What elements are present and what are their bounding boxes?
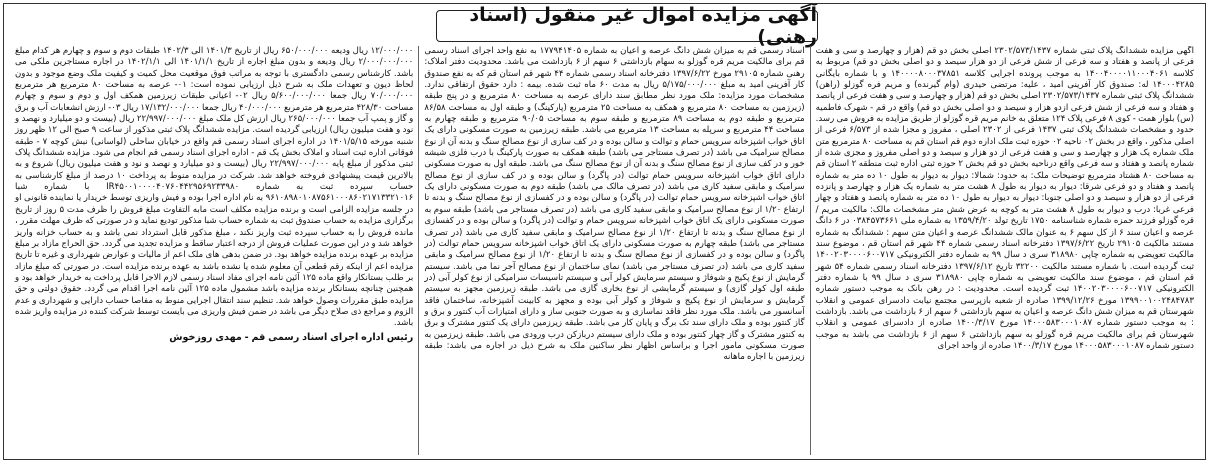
notice-column-1	[811, 46, 1199, 455]
notice-column-3-text: ۱۲/۰۰۰/۰۰۰ ریال ودیعه ۶۵۰/۰۰۰/۰۰۰ ریال از تاریخ ۱۴۰۱/۳ الی ۱۴۰۲/۳ طبقات دوم و سوم و چهارم هر کدام مبلغ ۲/۰۰۰/۰۰۰/۰۰۰ ریال ودیعه و بدون مبلغ اجاره از تاریخ ۱۴۰۱/۱/۱ الی ۱۴۰۲/۱/۱ در اجاره مستاجرین ملکی می باشد. کارشناس رسمی دادگستری با توجه به مراتب فوق موقعیت محل کمیت و کیفیت ملک وضع موجود و بدون لحاظ دیون و تعهدات ملک به شرح ذیل ارزیابی نموده است: ۰۱- عرصه به مساحت ۸۰ مترمربع هر مترمربع ۷۰/۰۰۰/۰۰۰ ریال جمعا ۵/۶۰۰/۰۰۰/۰۰۰ ریال ۰۲- اعیانی طبقات زیرزمین همکف اول و دوم و سوم و چهارم مساحت ۴۲۸/۳۰ مترمربع هر مترمربع ۴۰/۰۰۰/۰۰۰ ریال جمعا ۱۷/۱۳۲/۰۰۰/۰۰۰ ریال ۰۳- ارزش انشعابات آب و برق و گاز و پمپ آب جمعا ۲۶۵/۰۰۰/۰۰۰ ریال ارزش کل ملک مبلغ ۲۲/۹۹۷/۰۰۰/۰۰۰ ریال (بیست و دو میلیارد و نهصد و نود و هفت میلیون ریال) ارزیابی گردیده است. مزایده ششدانگ پلاک ثبتی مذکور از ساعت ۹ صبح الی ۱۲ ظهر روز شنبه مورخه ۱۴۰۱/۵/۱۵ در اداره اجرای اسناد رسمی قم واقع در خیابان ساحلی (لواسانی) نبش کوچه ۷ - طبقه فوقانی اداره ثبت اسناد و املاک بخش یک قم - اداره اجرای اسناد رسمی قم انجام می شود. مزایده ششدانگ پلاک ثبتی مذکور از مبلغ پایه ۲۲/۹۹۷/۰۰۰/۰۰۰ ریال (بیست و دو میلیارد و نهصد و نود و هفت میلیون ریال) شروع و به بالاترین قیمت پیشنهادی فروخته خواهد شد. شرکت در مزایده منوط به پرداخت ۱۰ درصد از مبلغ کارشناسی به حساب سپرده ثبت به شماره IR۴۵۰۰۱۰۰۰۰۴۰۷۶۰۴۴۲۹۵۶۹۲۳۳۹۸۰ با شماره شبا ۹۶۱۰۸۹۸۰۱۰۸۷۵۶۱۰۰۰۸۶۰۲۱۷۱۳۳۲۱۰۱۶ به نام اداره اجرا بوده و فیش واریزی توسط خریدار یا نماینده قانونی او در جلسه مزایده الزامی است و برنده مزایده مکلف است مابه التفاوت مبلغ فروش را ظرف مدت ۵ روز از تاریخ برگزاری مزایده به حساب صندوق ثبت به شماره حساب شبا مذکور تودیع نماید و در صورتی که ظرف مهلت مقرر ، مانده فروش را به حساب سپرده ثبت واریز نکند ، مبلغ مذکور قابل استرداد نمی باشد و به حساب خزانه واریز خواهد شد و در این صورت عملیات فروش از درجه اعتبار ساقط و مزایده تجدید می گردد. حق الحراج مازاد بر مبلغ مزایده بر عهده برنده مزایده خواهد بود. در ضمن بدهی های ملک اعم از مالیات و عوارض شهرداری و غیره تا تاریخ مزایده اعم از اینکه رقم قطعی آن معلوم شده یا نشده باشد به عهده برنده مزایده است. در صورتی که مبلغ مازاد بر طلب بستانکار واقع ماده ۱۲۵ آئین نامه اجرای مفاد اسناد رسمی لازم الاجرا قابل پرداخت به خریدار خواهد بود و همچنین چنانچه بستانکار برنده مزایده باشد مشمول ماده ۱۲۵ آئین نامه اجرا اقدام می گردد. حقوق دولتی و حق مزایده طبق مقررات وصول خواهد شد. تنظیم سند انتقال اجرایی منوط به مفاصا حساب دارایی و شهرداری و عدم الزوم و مراجع ذی صلاح دیگر می باشد در ضمن فیش واریزی می بایست توسط شرکت کننده در مزایده واریز شده باشد.	[15, 46, 414, 329]
notice-column-1-text: آگهی مزایده ششدانگ پلاک ثبتی شماره ۲۳۰۲/۵۷۳/۱۴۳۷ اصلی بخش دو قم (هزار و چهارصد و سی و هفت فرعی از پانصد و هفتاد و سه فرعی از شش فرعی از دو هزار سیصد و دو اصلی بخش دو قم) مربوط به کلاسه ۱۴۰۰۴۰۰۰۰۱۱۰۰۰۴۰۶۱ به موجب پرونده اجرایی کلاسه ۱۴۰۰۰۰۸۰۰۰۳۷۸۵۱ و با شماره بایگانی ۱۴۰۰۰۴۲۸۵ له: صندوق کار آفرینی امید ، علیه: مرتضی حیدری (وام گیرنده) و مریم فره گوزلو (راهن) ششدانگ پلاک ثبتی شماره ۲۳۰۲/۵۷۳/۱۴۳۷ اصلی بخش دو قم (هزار و چهارصد و سی و هفت فرعی از پانصد و هفتاد و سه فرعی از شش فرعی ازدو هزار و سیصد و دو اصلی بخش دو قم) واقع در قم - شهرک فاطمیه (س) بلوار همت - کوی ۸ فرعی پلاک ۱۲۴ متعلق به خانم مریم قره گوزلو از طریق مزایده به فروش می رسد. حدود و مشخصات ششدانگ پلاک ثبتی ۱۴۳۷ فرعی از ۲۳۰۲ اصلی ، مفروز و مجزا شده از ۶/۵۷۳ فرعی از اصلی مذکور ، واقع در بخش ۰۲ ناحیه ۰۲ حوزه ثبت ملک اداره دوم قم استان قم به مساحت ۸۰ مترمربع متن ملک شماره یک هزار و چهارصد و سی و هفت فرعی از دو هزار و سیصد و دو اصلی مفروز و مجزی شده از شماره پانصد و هفتاد و سه فرعی واقع درناحیه بخش دو قم بخش ۲ حوزه ثبتی اداره ثبت منطقه ۲ استان قم به مساحت ۸۰ هشتاد مترمربع توضیحات ملک: به حدود: شمالا: دیوار به دیوار به طول ۱۰ ده متر به شماره پانصد و هفتاد و دو فرعی شرقا: دیوار به دیوار به طول ۸ هشت متر به شماره یک هزار و چهارصد و پانزده فرعی از دو هزار و سیصد و دو اصلی جنوبا: دیوار به دیوار به طول ۱۰ ده متر به شماره پانصد و هفتاد و چهار فرعی غربا: درب و دیوار به طول ۸ هشت متر به کوچه به عرض شش متر مشخصات مالک: مالکیت مریم / قره گوزلو فرزند حمزه شماره شناسنامه ۱۷۵۰ تاریخ تولد ۱۳۵۹/۴/۲۰ به شماره ملی ۰۳۸۴۵۷۳۶۶۱ در ۶ دانگ عرصه و اعیان سند ۶ از کل سهم ۶ به عنوان مالک ششدانگ عرصه و اعیان متن سهم : ششدانگ به شماره مستند مالکیت ۲۹۱۰۵ تاریخ ۱۳۹۷/۶/۲۲ دفترخانه اسناد رسمی شماره ۴۴ شهر قم استان قم ، موضوع سند مالکیت تعویضی به شماره چاپی ۳۱۸۹۸۰ سری د سال ۹۹ به شماره دفتر الکترونیکی ۱۴۰۰۲۰۳۰۰۰۰۶۰۰۷۱۷ ثبت گردیده است. با شماره مستند مالکیت ۳۲۲۰۰ تاریخ ۱۳۹۷/۶/۱۲ دفترخانه اسناد رسمی شماره ۵۴ شهر قم استان قم ، موضوع سند مالکیت تعویضی به شماره چاپی ۳۱۸۹۸۰ سری د سال ۹۹ با شماره دفتر الکترونیکی ۱۴۰۰۲۰۳۰۰۰۰۶۰۰۷۱۷ ثبت گردیده است. محدودیت : در رهن بانک به موجب دستور شماره ۱۳۹۹۰۰۱۰۰۲۴۸۴۷۸۳ مورخ ۱۳۹۹/۱۲/۲۶ صادره از شعبه بازپرسی مجتمع نیابت دادسرای عمومی و انقلاب شهرستان قم به میزان شش دانگ عرصه و اعیان به سهم بازداشتی ۶ سهم از ۶ بازداشت می باشد. بازداشت : به موجب دستور شماره ۱۴۰۰۰۵۸۳۰۰۰۱۰۸۷ مورخ ۱۴۰۰/۳/۱۷ صادره از دادسرای عمومی و انقلاب شهرستان قم برای مالکیت مریم قره گوزلو به سهم بازداشتی ۶ سهم از ۶ بازداشت می باشد به موجب دستور شماره ۱۴۰۰۰۵۸۳۰۰۰۱۰۸۷ مورخ ۱۴۰۰/۳/۱۷ صادره از واحد اجرای	[815, 46, 1195, 351]
notice-columns	[10, 46, 1199, 455]
notice-column-3	[10, 46, 419, 455]
notice-column-2-text: اسناد رسمی قم به میزان شش دانگ عرصه و اعیان به شماره ۱۷۷۹۴۱۴۰۵ به نفع واحد اجرای اسناد رسمی قم برای مالکیت مریم قره گوزلو به سهام بازداشتی ۶ سهم از ۶ بازداشت می باشد. محدودیت دفتر املاک: رهنی شماره ۲۹۱۰۵ مورخ ۱۳۹۷/۶/۲۲ دفترخانه اسناد رسمی شماره ۴۴ شهر قم استان قم که به نفع صندوق کار آفرینی امید به مبلغ ۵/۱۷۵/۰۰۰/۰۰۰ ریال به مدت ۶۰ ماه ثبت شده. بیمه : دارد حقوق ارتفاقی ندارد. مشخصات مورد مزایده: ملک مورد نظر مطابق سند دارای عرصه به مساحت ۸۰ مترمربع و در پنج طبقه (زیرزمین به مساحت ۸۰ مترمربع و همکف به مساحت ۲۵ مترمربع (پارکینگ) و طبقه اول به مساحت ۸۶/۵۸ مترمربع و طبقه دوم به مساحت ۸۹ مترمربع و طبقه سوم به مساحت ۹۰/۰۵ مترمربع و طبقه چهارم به مساحت ۴۴ مترمربع و سرپله به مساحت ۱۳ مترمربع می باشد. طبقه زیرزمین به صورت مسکونی دارای یک اتاق خواب اشپزخانه سرویس حمام و توالت و سالن بوده و در کف سازی از نوع مصالح سنگ و بدنه آن از نوع مصالح سرامیک می باشد (در تصرف مستاجر می باشد) طبقه همکف به صورت پارکینگ با درب فلزی شیشه خور و در کف سازی از نوع مصالح سنگ و بدنه آن از نوع مصالح سنگ می باشد. طبقه اول به صورت مسکونی دارای اتاق خواب اشپزخانه سرویس حمام توالت (در پاگرد) و سالن بوده و در کف سازی از نوع مصالح سرامیک و مابقی سفید کاری می باشد (در تصرف مالک می باشد) طبقه دوم به صورت مسکونی دارای یک اتاق خواب اشپزخانه سرویس حمام توالت (در پاگرد) و سالن بوده و در کفسازی از نوع مصالح سنگ و بدنه تا ارتفاع ۱/۲۰ از نوع مصالح سرامیک و مابقی سفید کاری می باشد (در تصرف مستاجر می باشد) طبقه سوم به صورت مسکونی دارای یک اتاق خواب اشپزخانه سرویس حمام و توالت (در پاگرد) و سالن بوده و در کفسازی از نوع مصالح سنگ و بدنه تا ارتفاع ۱/۲۰ از نوع مصالح سرامیک و مابقی سفید کاری می باشد (در تصرف مستاجر می باشد) طبقه چهارم به صورت مسکونی دارای یک اتاق خواب اشپزخانه سرویس حمام توالت (در پاگرد) و سالن بوده و در کفسازی از نوع مصالح سنگ و بدنه تا ارتفاع ۱/۲۰ از نوع مصالح سرامیک و مابقی سفید کاری می باشد (در تصرف مستاجر می باشد) نمای ساختمان از نوع مصالح آجر نما می باشد. سیستم گرمایش از نوع پکیج و شوفاژ و سیستم سرمایش کولر آبی و سیستم تاسیسات سرامیکی از نوع کولر آبی (در طبقه اول کولر گازی) و سیستم گرمایشی از نوع بخاری گازی می باشد. طبقه زیرزمین مجهز به سیستم گرمایش و سرمایش از نوع پکیج و شوفاژ و کولر آبی بوده و مجهز به کابینت آشپزخانه، ساختمان فاقد آسانسور می باشد. ملک مورد نظر فاقد نماسازی و به صورت جنوبی ساز و دارای امتیازات آب کنتور و برق و گاز کنتور بوده و ملک دارای سند تک برگ و پایان کار می باشد. طبقه زیرزمین دارای یک کنتور مشترک و برق به کنتور مشترک و گاز چهار کنتور بوده و ملک دارای سیستم دربازکن درب ورودی می باشد. طبقه زیرزمین به صورت مسکونی مامور اجرا و براساس اظهار نظر ساکنین ملک به شرح ذیل در اجاره می باشد: طبقه زیرزمین با اجاره ماهانه	[424, 46, 805, 363]
auction-notice	[3, 3, 1206, 460]
notice-column-2	[419, 46, 810, 455]
notice-signature: رئیس اداره اجرای اسناد رسمی قم - مهدی روزخوش	[169, 331, 414, 343]
notice-title: آگهی مزایده اموال غیر منقول (اسناد رهنی)	[436, 10, 818, 42]
